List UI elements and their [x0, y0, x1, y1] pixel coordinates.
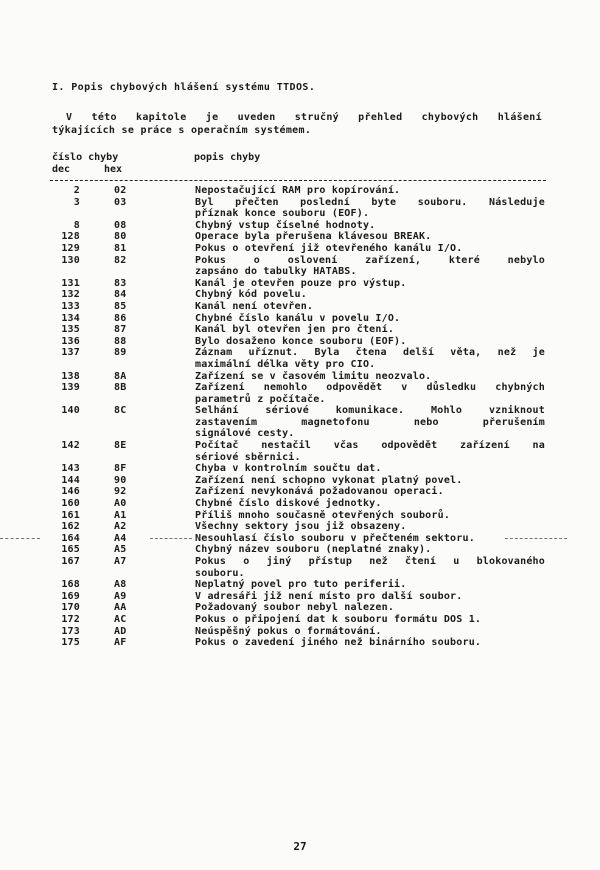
intro-line-2: týkajících se práce s operačním systémem. [52, 125, 312, 136]
description-line: sériové sběrnici. [195, 451, 301, 463]
description-line: Chybný vstup číselné hodnoty. [195, 219, 376, 231]
error-code-dec: 161 [61, 509, 80, 521]
table-row [50, 579, 550, 591]
error-code-hex: 92 [114, 486, 127, 498]
error-code-dec: 169 [61, 590, 80, 602]
error-code-hex: 8B [114, 382, 127, 394]
error-description [195, 637, 545, 649]
error-code-dec: 2 [73, 185, 80, 196]
intro-word: je [205, 112, 219, 123]
description-line: Chybný název souboru (neplatné znaky). [195, 544, 432, 556]
scan-artifact-right [505, 538, 567, 539]
error-description [195, 533, 545, 545]
description-line: Zařízení se v časovém limitu neozvalo. [195, 370, 432, 382]
description-line: Chybné číslo kanálu v povelu I/O. [195, 312, 401, 324]
table-row [50, 591, 550, 603]
description-line: parametrů z počítače. [195, 393, 326, 405]
error-code-dec: 146 [61, 486, 80, 498]
error-code-hex: 87 [114, 324, 127, 336]
table-row [50, 324, 550, 336]
column-header-hex: hex [104, 164, 123, 175]
table-row [50, 231, 550, 243]
column-header-description: popis chyby [194, 152, 261, 163]
error-description [195, 614, 545, 626]
table-row [50, 371, 550, 383]
intro-word: uveden [237, 112, 276, 123]
error-code-hex: 03 [114, 196, 127, 208]
description-line: Nesouhlasí číslo souboru v přečteném sektoru. [195, 532, 475, 544]
description-line: zapsáno do tabulky HATABS. [195, 266, 357, 278]
description-line: Požadovaný soubor nebyl nalezen. [195, 602, 395, 614]
column-header-number: číslo chyby [52, 152, 119, 163]
table-row [50, 255, 550, 278]
error-code-hex: 81 [114, 242, 127, 254]
table-row [50, 185, 550, 197]
error-code-hex: 83 [114, 277, 127, 289]
error-code-dec: 3 [73, 196, 80, 208]
error-code-dec: 170 [61, 602, 80, 614]
error-code-dec: 131 [61, 277, 80, 289]
error-description [195, 289, 545, 301]
error-description [195, 521, 545, 533]
error-table [50, 185, 550, 649]
description-line: Operace byla přerušena klávesou BREAK. [195, 231, 432, 243]
intro-line-1 [52, 111, 542, 124]
error-description [195, 602, 545, 614]
error-code-dec: 167 [61, 556, 80, 567]
error-code-dec: 160 [61, 498, 80, 510]
intro-word: kapitole [136, 112, 187, 123]
description-line: Počítač nestačil včas odpovědět zařízení na [195, 440, 545, 452]
table-row [50, 510, 550, 522]
error-code-dec: 134 [61, 312, 80, 324]
error-code-dec: 135 [61, 324, 80, 336]
error-code-hex: A2 [114, 521, 127, 533]
error-code-hex: A0 [114, 498, 127, 510]
description-line: Kanál je otevřen pouze pro výstup. [195, 277, 407, 289]
description-line: příznak konce souboru (EOF). [195, 208, 370, 220]
error-code-hex: 8E [114, 440, 127, 452]
error-code-dec: 137 [61, 347, 80, 359]
description-line: Pokus o jiný přístup než čtení u blokovaného [195, 556, 545, 567]
description-line: Zařízení nemohlo odpovědět v důsledku chybných [195, 382, 545, 394]
table-row [50, 556, 550, 579]
error-description [195, 313, 545, 325]
table-row [50, 498, 550, 510]
error-description [195, 371, 545, 383]
error-description [195, 405, 545, 440]
error-code-hex: 8C [114, 405, 127, 417]
error-code-hex: AC [114, 613, 127, 625]
error-description [195, 255, 545, 278]
table-row [50, 614, 550, 626]
description-line: Neúspěšný pokus o formátování. [195, 625, 382, 637]
error-code-hex: A7 [114, 556, 127, 567]
table-row [50, 313, 550, 325]
error-description [195, 301, 545, 313]
error-code-dec: 173 [61, 625, 80, 637]
page-number: 27 [293, 840, 307, 853]
error-code-hex: 84 [114, 289, 127, 301]
error-code-dec: 140 [61, 405, 80, 417]
scan-artifact-middle [150, 538, 192, 539]
description-line: Chyba v kontrolním součtu dat. [195, 463, 382, 475]
table-row [50, 544, 550, 556]
table-row [50, 336, 550, 348]
error-description [195, 626, 545, 638]
scan-artifact-left [0, 538, 40, 539]
error-code-dec: 139 [61, 382, 80, 394]
table-row [50, 521, 550, 533]
error-description [195, 463, 545, 475]
error-description [195, 556, 545, 579]
error-code-hex: 86 [114, 312, 127, 324]
error-description [195, 510, 545, 522]
error-code-dec: 144 [61, 474, 80, 486]
error-code-dec: 172 [61, 613, 80, 625]
error-code-hex: 80 [114, 231, 127, 243]
description-line: Zařízení nevykonává požadovanou operaci. [195, 486, 444, 498]
error-code-dec: 138 [61, 370, 80, 382]
error-code-dec: 130 [61, 254, 80, 266]
description-line: Pokus o připojení dat k souboru formátu DOS 1. [195, 613, 482, 625]
error-description [195, 440, 545, 463]
error-code-hex: A8 [114, 579, 127, 591]
error-code-hex: 8A [114, 370, 127, 382]
error-code-hex: 85 [114, 300, 127, 312]
error-description [195, 475, 545, 487]
error-code-hex: 8F [114, 463, 127, 475]
error-code-hex: AA [114, 602, 127, 614]
error-description [195, 231, 545, 243]
error-code-dec: 142 [61, 440, 80, 452]
error-code-dec: 168 [61, 579, 80, 591]
error-description [195, 336, 545, 348]
intro-word: přehled [358, 112, 403, 123]
table-row [50, 602, 550, 614]
description-line: Chybný kód povelu. [195, 289, 307, 301]
table-row [50, 533, 550, 545]
error-code-dec: 128 [61, 231, 80, 243]
intro-paragraph [52, 111, 542, 137]
error-description [195, 486, 545, 498]
error-code-dec: 136 [61, 335, 80, 347]
table-row [50, 347, 550, 370]
table-row [50, 289, 550, 301]
intro-word: hlášení [497, 112, 542, 123]
description-line: Záznam uříznut. Byla čtena delší věta, než je [195, 347, 545, 359]
error-code-hex: 90 [114, 474, 127, 486]
error-code-hex: A9 [114, 590, 127, 602]
description-line: Pokus o oslovení zařízení, které nebylo [195, 254, 545, 266]
error-description [195, 498, 545, 510]
error-code-dec: 8 [73, 219, 80, 231]
table-row [50, 278, 550, 290]
column-header-dec: dec [52, 164, 71, 175]
error-code-dec: 133 [61, 300, 80, 312]
error-code-hex: 82 [114, 254, 127, 266]
description-line: Pokus o zavedení jiného než binárního souboru. [195, 637, 482, 649]
description-line: Selhání sériové komunikace. Mohlo vzniknout [195, 405, 545, 417]
error-code-hex: A4 [114, 532, 127, 544]
error-code-dec: 132 [61, 289, 80, 301]
error-code-hex: 08 [114, 219, 127, 231]
table-header [52, 152, 552, 182]
error-code-hex: AF [114, 637, 127, 649]
description-line: signálové cesty. [195, 428, 295, 440]
table-row [50, 220, 550, 232]
error-description [195, 220, 545, 232]
error-code-hex: 02 [114, 185, 127, 196]
description-line: Všechny sektory jsou již obsazeny. [195, 521, 407, 533]
error-code-dec: 162 [61, 521, 80, 533]
description-line: Chybné číslo diskové jednotky. [195, 498, 382, 510]
description-line: Příliš mnoho současně otevřených souborů. [195, 509, 451, 521]
intro-word: V [66, 112, 73, 123]
error-description [195, 382, 545, 405]
error-code-dec: 164 [61, 532, 80, 544]
description-line: Nepostačující RAM pro kopírování. [195, 185, 401, 196]
table-row [50, 463, 550, 475]
table-row [50, 486, 550, 498]
error-description [195, 347, 545, 370]
description-line: souboru. [195, 567, 245, 579]
table-row [50, 197, 550, 220]
intro-word: stručný [294, 112, 339, 123]
intro-word: této [91, 112, 117, 123]
error-description [195, 185, 545, 197]
error-code-dec: 143 [61, 463, 80, 475]
table-row [50, 637, 550, 649]
table-row [50, 301, 550, 313]
description-line: Zařízení není schopno vykonat platný povel. [195, 474, 463, 486]
table-row [50, 626, 550, 638]
error-description [195, 197, 545, 220]
error-description [195, 591, 545, 603]
error-code-hex: 89 [114, 347, 127, 359]
description-line: zastavením magnetofonu nebo přerušením [195, 416, 545, 428]
error-code-hex: A5 [114, 544, 127, 556]
table-row [50, 382, 550, 405]
table-row [50, 243, 550, 255]
description-line: V adresáři již není místo pro další soubor. [195, 590, 463, 602]
description-line: maximální délka věty pro CIO. [195, 358, 376, 370]
description-line: Byl přečten poslední byte souboru. Následuje [195, 196, 545, 208]
error-code-hex: AD [114, 625, 127, 637]
error-description [195, 278, 545, 290]
section-heading: I. Popis chybových hlášení systému TTDOS. [52, 82, 316, 93]
header-divider [50, 180, 546, 181]
intro-word: chybových [421, 112, 479, 123]
description-line: Neplatný povel pro tuto periferii. [195, 579, 407, 591]
description-line: Kanál není otevřen. [195, 300, 314, 312]
error-code-dec: 175 [61, 637, 80, 649]
error-code-dec: 129 [61, 242, 80, 254]
table-row [50, 475, 550, 487]
error-code-hex: A1 [114, 509, 127, 521]
error-description [195, 579, 545, 591]
error-code-dec: 165 [61, 544, 80, 556]
error-description [195, 324, 545, 336]
description-line: Bylo dosaženo konce souboru (EOF). [195, 335, 407, 347]
description-line: Kanál byl otevřen jen pro čtení. [195, 324, 395, 336]
error-description [195, 243, 545, 255]
table-row [50, 405, 550, 440]
error-description [195, 544, 545, 556]
table-row [50, 440, 550, 463]
description-line: Pokus o otevření již otevřeného kanálu I/O. [195, 242, 463, 254]
error-code-hex: 88 [114, 335, 127, 347]
